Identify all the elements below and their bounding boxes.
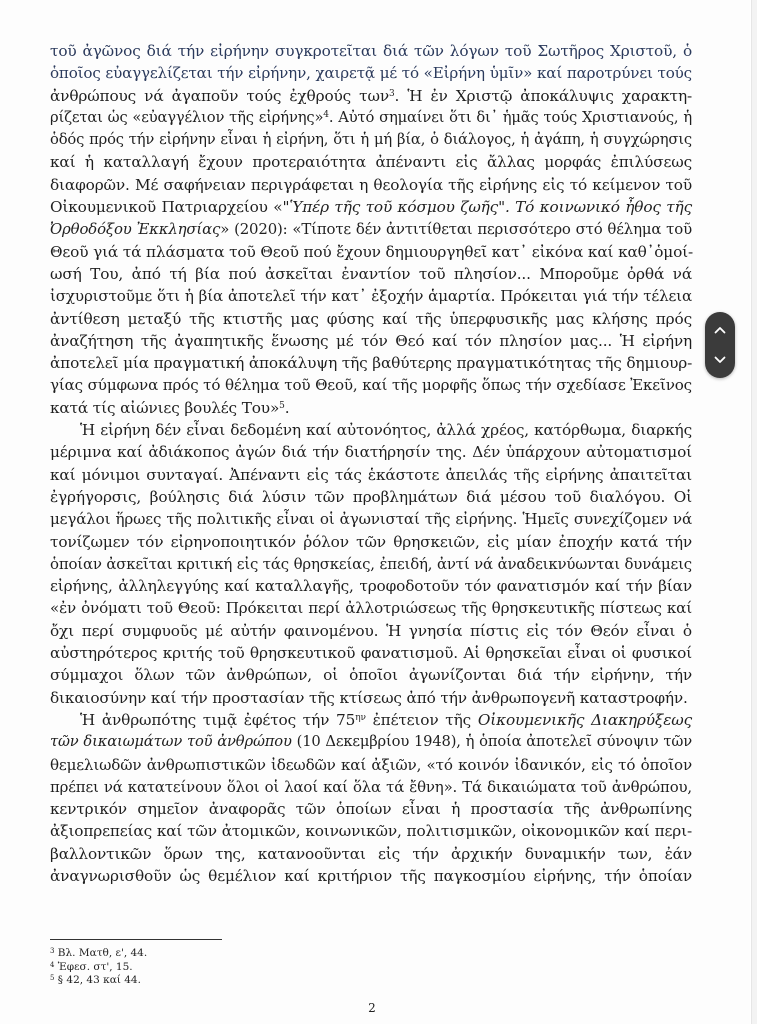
- page-navigation: [705, 312, 735, 378]
- text-line: μέριμνα καί ἀδιάκοπος ἀγών διά τήν διατήρησίν της. Δέν ὑπάρχουν αὐτοματισμοί: [50, 443, 692, 462]
- text-segment: Ἡ ἀνθρωπότης τιμᾷ ἐφέτος τήν 75: [80, 710, 356, 729]
- footnote-marker: 5: [50, 974, 55, 982]
- text-segment: .: [284, 398, 290, 417]
- text-line: [50, 731, 692, 753]
- chevron-down-icon: [714, 356, 726, 364]
- text-line: καί ἡ καταλλαγή ἔχουν προτεραιότητα ἀπέναντι εἰς ἄλλας μορφάς ἐπιλύσεως: [50, 153, 692, 172]
- text-line: αὐστηρότερος κριτής τοῦ θρησκευτικοῦ φανατισμοῦ. Αἱ θρησκεῖαι εἶναι οἱ φυσικοί: [50, 644, 692, 663]
- footnote-ref[interactable]: 3: [388, 88, 395, 99]
- text-line: θεμελιωδῶν ἀνθρωπιστικῶν ἰδεωδῶν καί ἀξιῶν, «τό κοινόν ἰδανικόν, εἰς τό ὁποῖον: [50, 755, 692, 774]
- text-line: δικαιοσύνην καί τήν προστασίαν τῆς κτίσεως ἀπό τήν ἀνθρωπογενῆ καταστροφήν.: [50, 688, 688, 707]
- text-line: ἀναγνωρισθοῦν ὡς θεμέλιον καί κριτήριον τῆς παγκοσμίου εἰρήνης, τήν ὁποίαν: [50, 866, 692, 885]
- text-segment: (10 Δεκεμβρίου 1948), ἡ ὁποία ἀποτελεῖ σύνοψιν τῶν: [291, 733, 692, 751]
- text-line: ἀξιοπρεπείας καί τῶν ἀτομικῶν, κοινωνικῶν, πολιτισμικῶν, οἰκονομικῶν καί περι-: [50, 822, 692, 841]
- text-line: εἰρήνης, ἀλληλεγγύης καί καταλλαγῆς, τροφοδοτοῦν τόν φανατισμόν καί τήν βίαν: [50, 577, 692, 596]
- text-line: ἀποτελεῖ μία πραγματική ἀποκάλυψη τῆς βαθύτερης πραγματικότητας τῆς δημιουρ-: [50, 354, 693, 373]
- text-line: «ἐν ὀνόματι τοῦ Θεοῦ: Πρόκειται περί ἀλλοτριώσεως τῆς θρησκευτικῆς πίστεως καί: [50, 599, 692, 618]
- text-line: [50, 107, 692, 129]
- text-line: ἐγρήγορσις, βούλησις διά λύσιν τῶν προβλημάτων διά μέσου τοῦ διαλόγου. Οἱ: [50, 487, 692, 506]
- text-line: πρέπει νά κατατείνουν ὅλοι οἱ λαοί καί ὅλα τά ἔθνη». Τά δικαιώματα τοῦ ἀνθρώπου,: [50, 777, 692, 796]
- text-line: διαφορῶν. Μέ σαφήνειαν περιγράφεται η θεολογία τῆς εἰρήνης εἰς τό κείμενον τοῦ: [50, 175, 692, 194]
- chevron-up-icon: [714, 326, 726, 334]
- footnote-text: Βλ. Ματθ, ε', 44.: [54, 947, 148, 959]
- text-line: τονίζωμεν τόν εἰρηνοποιητικόν ῥόλον τῶν θρησκειῶν, εἰς μίαν ἐποχήν κατά τήν: [50, 532, 692, 551]
- text-segment: ρίζεται ὡς «εὐαγγέλιον τῆς εἰρήνης»: [50, 108, 324, 126]
- text-segment: ἐπέτειον τῆς: [365, 710, 478, 729]
- next-page-button[interactable]: [705, 345, 735, 375]
- viewer-scroll-edge: [751, 0, 757, 1024]
- document-title-italic: Οἰκουμενικῆς Διακηρύξεως: [477, 710, 692, 729]
- page-number: 2: [368, 1001, 376, 1015]
- text-line: ὄχι περί συμφυοῦς μέ αὐτήν φαινομένου. Ἡ γνησία πίστις εἰς τόν Θεόν εἶναι ὁ: [50, 621, 692, 640]
- footnote-text: Ἐφεσ. στ', 15.: [54, 960, 133, 973]
- footnote: [50, 961, 350, 975]
- document-title-italic: τῶν δικαιωμάτων τοῦ ἀνθρώπου: [50, 733, 292, 751]
- text-line: βαλλοντικῶν ὅρων της, κατανοοῦνται εἰς τήν ἀρχικήν δυναμικήν των, ἐάν: [50, 844, 692, 863]
- previous-page-button[interactable]: [705, 315, 735, 345]
- text-line: [50, 196, 692, 218]
- text-line: ὁποίαν ἀσκεῖται κριτική εἰς τάς θρησκείας, ἐπειδή, ἀντί νά ἀναδεικνύωνται δυνάμεις: [50, 554, 692, 573]
- footnote: [50, 947, 350, 961]
- ordinal-suffix: ην: [355, 712, 366, 723]
- text-line: ὁδός πρός τήν εἰρήνην εἶναι ἡ εἰρήνη, ὅτι ἡ μή βία, ὁ διάλογος, ἡ ἀγάπη, ἡ συγχώρησις: [50, 131, 692, 149]
- text-line: τοῦ ἀγῶνος διά τήν εἰρήνην συγκροτεῖται διά τῶν λόγων τοῦ Σωτῆρος Χριστοῦ, ὁ: [50, 42, 692, 60]
- text-line: [50, 709, 692, 731]
- text-segment: κατά τίς αἰώνιες βουλές Του»: [50, 398, 280, 417]
- text-line: Ἡ εἰρήνη δέν εἶναι δεδομένη καί αὐτονόητος, ἀλλά χρέος, κατόρθωμα, διαρκής: [80, 421, 692, 440]
- document-title-italic: Ὀρθοδόξου Ἐκκλησίας: [50, 220, 221, 239]
- footnote: [50, 974, 350, 988]
- text-line: ἀντίθεση μεταξύ τῆς κτιστῆς μας φύσης καί τῆς ὑπερφυσικῆς μας κλήσης πρός: [50, 309, 692, 328]
- text-line: μεγάλοι ἥρωες τῆς πολιτικῆς εἶναι οἱ ἀγωνισταί τῆς εἰρήνης. Ἡμεῖς συνεχίζομεν νά: [50, 510, 692, 529]
- text-segment: ἀνθρώπους νά ἀγαποῦν τούς ἐχθρούς των: [50, 86, 389, 105]
- text-line: [50, 218, 692, 240]
- footnote-ref[interactable]: 4: [323, 109, 329, 120]
- footnote-separator: [50, 939, 222, 940]
- footnote-ref[interactable]: 5: [279, 400, 285, 411]
- footnote-marker: 4: [50, 960, 55, 969]
- footnote-marker: 3: [50, 947, 55, 955]
- text-line: κεντρικόν σημεῖον ἀναφορᾶς τῶν ὁποίων εἶναι ἡ προστασία τῆς ἀνθρωπίνης: [50, 800, 692, 819]
- text-segment: » (2020): «Τίποτε δέν ἀντιτίθεται περισσότερο στό θέλημα τοῦ: [220, 220, 692, 239]
- text-segment: . Αὐτό σημαίνει ὅτι δι᾽ ἡμᾶς τούς Χριστιανούς, ἡ: [328, 108, 693, 126]
- text-line: ὁποῖος εὐαγγελίζεται τήν εἰρήνην, χαιρετᾷ μέ τό «Εἰρήνη ὑμῖν» καί παροτρύνει τούς: [50, 64, 692, 83]
- text-line: ἀναζήτηση τῆς ἀγαπητικῆς ἕνωσης μέ τόν Θεό καί τόν πλησίον μας... Ἡ εἰρήνη: [50, 331, 692, 350]
- document-title-italic: "Ὑπέρ τῆς τοῦ κόσμου ζωῆς". Τό κοινωνικό ἦθος τῆς: [282, 198, 692, 217]
- footnote-text: § 42, 43 καί 44.: [54, 974, 141, 986]
- text-segment: . Ἡ ἐν Χριστῷ ἀποκάλυψις χαρακτη-: [394, 86, 692, 105]
- text-line: ωσή Του, ἀπό τή βία πού ἀσκεῖται ἐναντίον τοῦ πλησίον... Μποροῦμε ὀρθά νά: [50, 264, 692, 283]
- text-line: [50, 397, 692, 419]
- text-segment: Οἰκουμενικοῦ Πατριαρχείου «: [50, 198, 283, 217]
- text-line: σύμμαχοι ὅλων τῶν ἀνθρώπων, οἱ ὁποῖοι ἀγωνίζονται διά τήν εἰρήνην, τήν: [50, 666, 692, 685]
- text-line: γίας σύμφωνα πρός τό θέλημα τοῦ Θεοῦ, καί τῆς μορφῆς ὅπως τήν σχεδίασε Ἐκεῖνος: [50, 376, 692, 395]
- text-line: [50, 85, 692, 107]
- body-text: [50, 40, 692, 887]
- text-line: καί μόνιμοι συνταγαί. Ἀπέναντι εἰς τάς ἑκάστοτε ἀπειλάς τῆς εἰρήνης ἀπαιτεῖται: [50, 465, 692, 484]
- footnotes: [50, 947, 350, 988]
- text-line: ἰσχυριστοῦμε ὅτι ἡ βία ἀποτελεῖ τήν κατ᾽ ἐξοχήν ἁμαρτία. Πρόκειται γιά τήν τέλεια: [50, 287, 692, 306]
- text-line: Θεοῦ γιά τά πλάσματα τοῦ Θεοῦ πού ἔχουν δημιουργηθεῖ κατ᾽ εἰκόνα καί καθ᾽ὁμοί-: [50, 242, 694, 261]
